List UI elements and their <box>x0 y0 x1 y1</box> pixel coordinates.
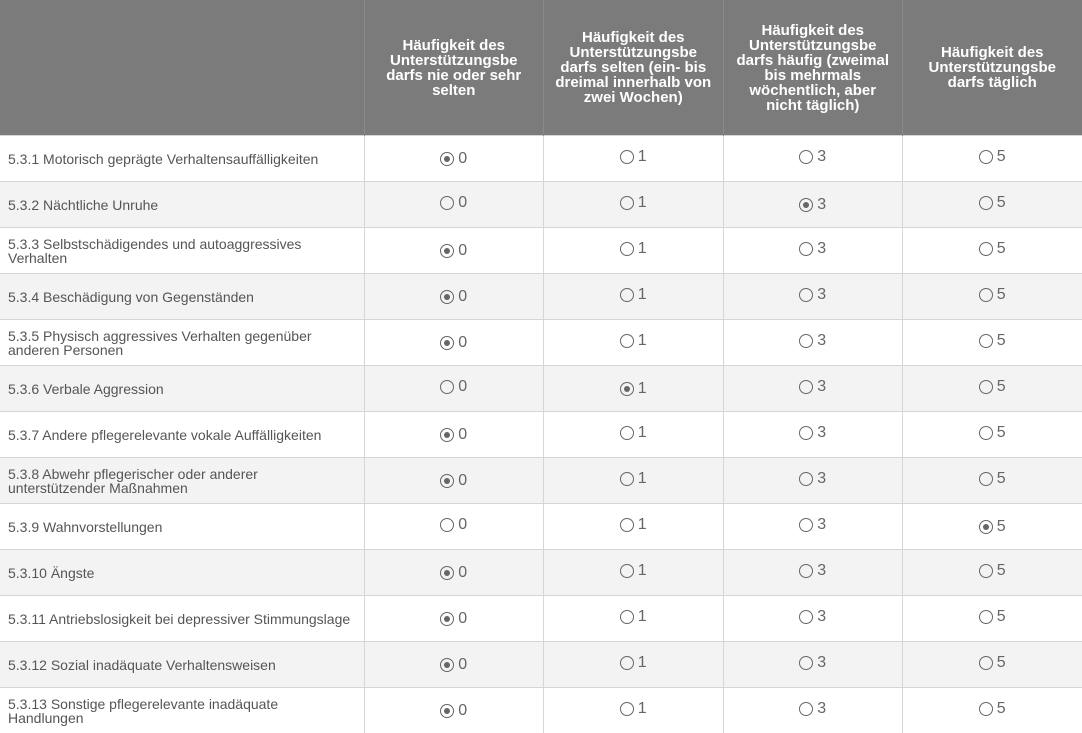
radio-button-icon[interactable] <box>979 334 993 348</box>
radio-value-label: 5 <box>997 286 1006 304</box>
radio-button-icon[interactable] <box>979 702 993 716</box>
radio-value-label: 0 <box>458 242 467 260</box>
radio-button-icon[interactable] <box>440 612 454 626</box>
radio-option[interactable] <box>799 608 826 626</box>
option-cell <box>364 458 544 504</box>
radio-button-icon[interactable] <box>620 196 634 210</box>
option-cell <box>364 596 544 642</box>
radio-button-icon[interactable] <box>979 610 993 624</box>
radio-button-icon[interactable] <box>440 428 454 442</box>
radio-option[interactable] <box>979 424 1006 442</box>
option-cell <box>903 504 1082 550</box>
radio-value-label: 0 <box>458 516 467 534</box>
radio-button-icon[interactable] <box>440 704 454 718</box>
radio-value-label: 3 <box>817 516 826 534</box>
question-label: 5.3.4 Beschädigung von Gegenständen <box>0 274 364 320</box>
question-label: 5.3.5 Physisch aggressives Verhalten gegenüber anderen Personen <box>0 320 364 366</box>
radio-button-icon[interactable] <box>440 566 454 580</box>
radio-option[interactable] <box>620 562 647 580</box>
question-label: 5.3.11 Antriebslosigkeit bei depressiver Stimmungslage <box>0 596 364 642</box>
radio-button-icon[interactable] <box>440 658 454 672</box>
radio-button-icon[interactable] <box>799 198 813 212</box>
radio-option[interactable] <box>979 470 1006 488</box>
radio-option[interactable] <box>799 654 826 672</box>
option-cell <box>544 412 724 458</box>
radio-value-label: 3 <box>817 332 826 350</box>
option-cell <box>544 228 724 274</box>
radio-button-icon[interactable] <box>979 564 993 578</box>
radio-button-icon[interactable] <box>979 150 993 164</box>
radio-option[interactable] <box>620 240 647 258</box>
radio-value-label: 1 <box>638 608 647 626</box>
radio-button-icon[interactable] <box>979 472 993 486</box>
question-row <box>0 688 1082 733</box>
radio-option[interactable] <box>620 380 647 398</box>
radio-value-label: 5 <box>997 424 1006 442</box>
radio-value-label: 1 <box>638 332 647 350</box>
radio-value-label: 1 <box>638 424 647 442</box>
option-cell <box>364 228 544 274</box>
option-cell <box>723 320 903 366</box>
radio-option[interactable] <box>799 332 826 350</box>
radio-button-icon[interactable] <box>799 518 813 532</box>
radio-value-label: 3 <box>817 378 826 396</box>
radio-option[interactable] <box>979 240 1006 258</box>
radio-value-label: 0 <box>458 564 467 582</box>
radio-value-label: 5 <box>997 700 1006 718</box>
radio-button-icon[interactable] <box>799 656 813 670</box>
question-label: 5.3.1 Motorisch geprägte Verhaltensauffälligkeiten <box>0 136 364 182</box>
radio-option[interactable] <box>799 700 826 718</box>
radio-option[interactable] <box>979 562 1006 580</box>
option-cell <box>903 228 1082 274</box>
radio-option[interactable] <box>440 516 467 534</box>
radio-value-label: 1 <box>638 562 647 580</box>
radio-button-icon[interactable] <box>620 242 634 256</box>
option-cell <box>544 366 724 412</box>
radio-option[interactable] <box>799 378 826 396</box>
radio-value-label: 3 <box>817 608 826 626</box>
radio-button-icon[interactable] <box>440 152 454 166</box>
option-cell <box>544 274 724 320</box>
radio-option[interactable] <box>440 288 467 306</box>
radio-button-icon[interactable] <box>620 382 634 396</box>
radio-button-icon[interactable] <box>620 472 634 486</box>
option-cell <box>723 412 903 458</box>
option-cell <box>544 550 724 596</box>
question-label: 5.3.9 Wahnvorstellungen <box>0 504 364 550</box>
radio-button-icon[interactable] <box>799 150 813 164</box>
radio-option[interactable] <box>799 148 826 166</box>
radio-option[interactable] <box>620 286 647 304</box>
option-cell <box>903 366 1082 412</box>
radio-button-icon[interactable] <box>620 426 634 440</box>
radio-button-icon[interactable] <box>620 334 634 348</box>
radio-option[interactable] <box>799 516 826 534</box>
radio-value-label: 0 <box>458 194 467 212</box>
radio-option[interactable] <box>620 516 647 534</box>
question-row <box>0 550 1082 596</box>
radio-option[interactable] <box>620 194 647 212</box>
option-cell <box>903 596 1082 642</box>
option-cell <box>723 458 903 504</box>
radio-button-icon[interactable] <box>440 518 454 532</box>
option-cell <box>903 320 1082 366</box>
radio-button-icon[interactable] <box>799 472 813 486</box>
question-label: 5.3.2 Nächtliche Unruhe <box>0 182 364 228</box>
option-cell <box>364 412 544 458</box>
option-cell <box>903 458 1082 504</box>
option-cell <box>364 136 544 182</box>
question-row <box>0 136 1082 182</box>
radio-button-icon[interactable] <box>979 196 993 210</box>
radio-button-icon[interactable] <box>440 290 454 304</box>
radio-value-label: 5 <box>997 240 1006 258</box>
radio-option[interactable] <box>620 700 647 718</box>
radio-value-label: 0 <box>458 334 467 352</box>
radio-option[interactable] <box>979 194 1006 212</box>
radio-option[interactable] <box>440 426 467 444</box>
radio-option[interactable] <box>799 196 826 214</box>
radio-option[interactable] <box>979 378 1006 396</box>
option-cell <box>903 182 1082 228</box>
radio-value-label: 5 <box>997 518 1006 536</box>
radio-value-label: 3 <box>817 286 826 304</box>
option-cell <box>723 274 903 320</box>
radio-button-icon[interactable] <box>620 656 634 670</box>
radio-option[interactable] <box>799 470 826 488</box>
option-cell <box>903 550 1082 596</box>
radio-button-icon[interactable] <box>799 242 813 256</box>
option-cell <box>723 504 903 550</box>
radio-value-label: 1 <box>638 380 647 398</box>
radio-button-icon[interactable] <box>979 520 993 534</box>
question-row <box>0 596 1082 642</box>
question-row <box>0 228 1082 274</box>
radio-button-icon[interactable] <box>620 150 634 164</box>
radio-value-label: 0 <box>458 378 467 396</box>
option-cell <box>364 320 544 366</box>
option-cell <box>544 136 724 182</box>
radio-value-label: 3 <box>817 196 826 214</box>
header-corner <box>0 0 364 136</box>
radio-option[interactable] <box>440 242 467 260</box>
radio-button-icon[interactable] <box>799 288 813 302</box>
option-cell <box>723 136 903 182</box>
radio-value-label: 0 <box>458 150 467 168</box>
radio-value-label: 3 <box>817 240 826 258</box>
radio-option[interactable] <box>979 518 1006 536</box>
column-header-rarely: Häufigkeit des Unterstützungsbe darfs selten (ein- bis dreimal innerhalb von zwei Wochen) <box>544 0 724 136</box>
radio-option[interactable] <box>620 332 647 350</box>
radio-button-icon[interactable] <box>620 610 634 624</box>
radio-value-label: 5 <box>997 332 1006 350</box>
question-row <box>0 182 1082 228</box>
radio-value-label: 0 <box>458 426 467 444</box>
radio-button-icon[interactable] <box>799 564 813 578</box>
radio-button-icon[interactable] <box>440 196 454 210</box>
radio-option[interactable] <box>440 702 467 720</box>
radio-option[interactable] <box>979 608 1006 626</box>
question-label: 5.3.10 Ängste <box>0 550 364 596</box>
question-label: 5.3.7 Andere pflegerelevante vokale Auffälligkeiten <box>0 412 364 458</box>
radio-option[interactable] <box>440 378 467 396</box>
radio-value-label: 5 <box>997 378 1006 396</box>
radio-option[interactable] <box>440 150 467 168</box>
option-cell <box>903 136 1082 182</box>
radio-option[interactable] <box>440 610 467 628</box>
question-label: 5.3.13 Sonstige pflegerelevante inadäquate Handlungen <box>0 688 364 733</box>
radio-button-icon[interactable] <box>440 474 454 488</box>
option-cell <box>903 412 1082 458</box>
option-cell <box>723 366 903 412</box>
radio-option[interactable] <box>979 654 1006 672</box>
option-cell <box>544 182 724 228</box>
question-row <box>0 366 1082 412</box>
option-cell <box>544 458 724 504</box>
radio-button-icon[interactable] <box>440 380 454 394</box>
radio-option[interactable] <box>620 148 647 166</box>
question-row <box>0 412 1082 458</box>
question-row <box>0 320 1082 366</box>
matrix-body <box>0 136 1082 733</box>
column-header-daily: Häufigkeit des Unterstützungsbe darfs täglich <box>903 0 1082 136</box>
radio-value-label: 5 <box>997 194 1006 212</box>
question-label: 5.3.12 Sozial inadäquate Verhaltensweisen <box>0 642 364 688</box>
option-cell <box>364 504 544 550</box>
radio-button-icon[interactable] <box>799 702 813 716</box>
radio-option[interactable] <box>620 424 647 442</box>
radio-button-icon[interactable] <box>979 380 993 394</box>
option-cell <box>364 688 544 733</box>
radio-value-label: 5 <box>997 148 1006 166</box>
radio-value-label: 0 <box>458 610 467 628</box>
radio-option[interactable] <box>440 334 467 352</box>
radio-value-label: 1 <box>638 194 647 212</box>
option-cell <box>544 642 724 688</box>
radio-button-icon[interactable] <box>799 610 813 624</box>
radio-option[interactable] <box>799 424 826 442</box>
question-row <box>0 274 1082 320</box>
option-cell <box>544 688 724 733</box>
radio-option[interactable] <box>440 194 467 212</box>
radio-value-label: 1 <box>638 286 647 304</box>
option-cell <box>903 642 1082 688</box>
radio-value-label: 5 <box>997 562 1006 580</box>
radio-value-label: 3 <box>817 424 826 442</box>
radio-value-label: 0 <box>458 656 467 674</box>
radio-value-label: 1 <box>638 240 647 258</box>
radio-button-icon[interactable] <box>979 656 993 670</box>
radio-value-label: 3 <box>817 562 826 580</box>
radio-button-icon[interactable] <box>440 244 454 258</box>
question-row <box>0 504 1082 550</box>
radio-button-icon[interactable] <box>799 334 813 348</box>
radio-value-label: 1 <box>638 516 647 534</box>
option-cell <box>364 274 544 320</box>
question-label: 5.3.3 Selbstschädigendes und autoaggressives Verhalten <box>0 228 364 274</box>
question-row <box>0 642 1082 688</box>
option-cell <box>723 182 903 228</box>
radio-value-label: 5 <box>997 470 1006 488</box>
option-cell <box>364 550 544 596</box>
radio-value-label: 3 <box>817 470 826 488</box>
question-label: 5.3.6 Verbale Aggression <box>0 366 364 412</box>
radio-value-label: 3 <box>817 654 826 672</box>
radio-option[interactable] <box>979 700 1006 718</box>
radio-option[interactable] <box>620 608 647 626</box>
radio-button-icon[interactable] <box>620 564 634 578</box>
option-cell <box>723 550 903 596</box>
radio-value-label: 5 <box>997 654 1006 672</box>
radio-option[interactable] <box>440 472 467 490</box>
radio-value-label: 5 <box>997 608 1006 626</box>
column-header-never: Häufigkeit des Unterstützungsbe darfs nie oder sehr selten <box>364 0 544 136</box>
option-cell <box>544 504 724 550</box>
radio-option[interactable] <box>799 562 826 580</box>
radio-option[interactable] <box>979 148 1006 166</box>
option-cell <box>903 688 1082 733</box>
radio-value-label: 0 <box>458 288 467 306</box>
option-cell <box>364 366 544 412</box>
radio-value-label: 1 <box>638 148 647 166</box>
radio-value-label: 3 <box>817 148 826 166</box>
option-cell <box>723 596 903 642</box>
radio-option[interactable] <box>440 656 467 674</box>
column-header-often: Häufigkeit des Unterstützungsbe darfs häufig (zweimal bis mehrmals wöchentlich, aber nicht täglich) <box>723 0 903 136</box>
radio-button-icon[interactable] <box>620 518 634 532</box>
radio-value-label: 1 <box>638 470 647 488</box>
question-label: 5.3.8 Abwehr pflegerischer oder anderer unterstützender Maßnahmen <box>0 458 364 504</box>
radio-option[interactable] <box>799 286 826 304</box>
radio-option[interactable] <box>440 564 467 582</box>
radio-button-icon[interactable] <box>979 242 993 256</box>
option-cell <box>723 688 903 733</box>
option-cell <box>723 228 903 274</box>
radio-option[interactable] <box>979 332 1006 350</box>
radio-button-icon[interactable] <box>979 288 993 302</box>
radio-button-icon[interactable] <box>799 426 813 440</box>
radio-value-label: 1 <box>638 700 647 718</box>
option-cell <box>544 596 724 642</box>
option-cell <box>723 642 903 688</box>
radio-option[interactable] <box>620 654 647 672</box>
option-cell <box>364 182 544 228</box>
option-cell <box>364 642 544 688</box>
option-cell <box>903 274 1082 320</box>
radio-option[interactable] <box>979 286 1006 304</box>
radio-button-icon[interactable] <box>799 380 813 394</box>
radio-value-label: 1 <box>638 654 647 672</box>
radio-button-icon[interactable] <box>620 288 634 302</box>
radio-option[interactable] <box>620 470 647 488</box>
header-row <box>0 0 1082 136</box>
radio-value-label: 0 <box>458 702 467 720</box>
radio-value-label: 3 <box>817 700 826 718</box>
option-cell <box>544 320 724 366</box>
radio-option[interactable] <box>799 240 826 258</box>
radio-value-label: 0 <box>458 472 467 490</box>
radio-button-icon[interactable] <box>440 336 454 350</box>
radio-button-icon[interactable] <box>979 426 993 440</box>
question-row <box>0 458 1082 504</box>
radio-button-icon[interactable] <box>620 702 634 716</box>
